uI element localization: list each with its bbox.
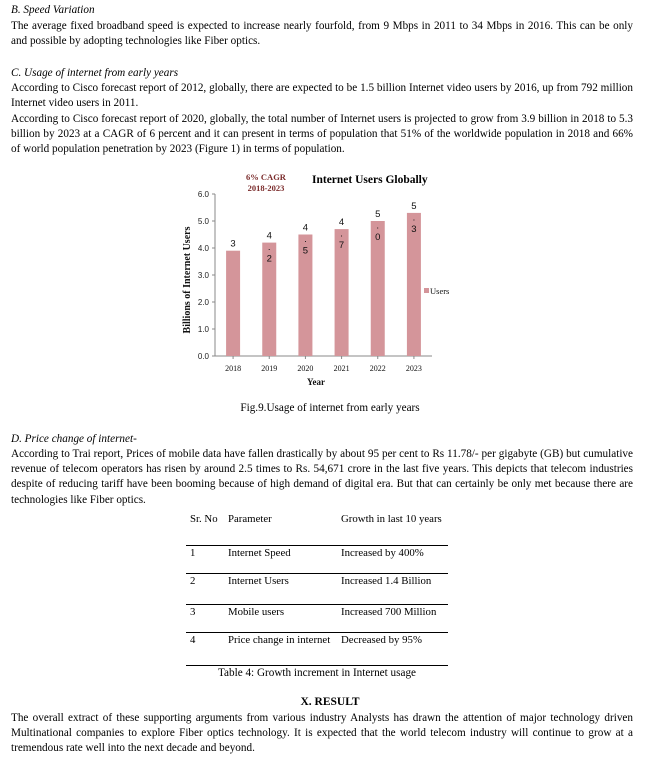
section-heading-speed: B. Speed Variation bbox=[11, 4, 95, 16]
data-label: 3 bbox=[230, 238, 236, 250]
table-cell: 2 bbox=[186, 573, 224, 604]
paragraph-usage-1: According to Cisco forecast report of 2012, globally, there are expected to be 1.5 billion Internet video users by 2016, up from 792 million Internet video users in 2011. bbox=[11, 82, 633, 110]
table-cell: Mobile users bbox=[224, 604, 337, 632]
section-heading-result: X. RESULT bbox=[300, 696, 360, 708]
x-tick-label: 2019 bbox=[261, 364, 278, 373]
table-header-cell: Growth in last 10 years bbox=[341, 513, 442, 525]
y-tick-label: 6.0 bbox=[197, 190, 209, 199]
y-tick-label: 5.0 bbox=[197, 217, 209, 226]
y-tick-label: 1.0 bbox=[197, 325, 209, 334]
table-header-cell: Sr. No bbox=[190, 513, 218, 525]
chart-svg bbox=[180, 160, 470, 387]
figure-caption: Fig.9.Usage of internet from early years bbox=[240, 402, 420, 414]
figure-chart bbox=[180, 160, 470, 387]
table-header-row bbox=[186, 512, 448, 545]
data-label: 4 . 7 bbox=[338, 217, 345, 252]
x-tick-label: 2023 bbox=[405, 364, 422, 373]
section-heading-usage: C. Usage of internet from early years bbox=[11, 67, 179, 79]
data-label: 4 . 5 bbox=[302, 222, 309, 257]
paragraph-price: According to Trai report, Prices of mobile data have fallen drastically by about 95 per cent to Rs 11.78/- per gigabyte (GB) but cumulative revenue of telecom operators has risen by around 2.5 times to Rs. 54,671 crore in the last five years. This depicts that telecom industries despite of reducing tariff have been booming because of high demand of digital era. But that can certainly be only met because there are technologies like Fiber optics. bbox=[11, 448, 633, 506]
table-cell: Increased 1.4 Billion bbox=[337, 573, 448, 604]
growth-table bbox=[186, 512, 448, 664]
x-tick-label: 2021 bbox=[333, 364, 350, 373]
table-row bbox=[186, 604, 448, 632]
bar bbox=[226, 251, 240, 356]
table-cell: Price change in internet bbox=[224, 632, 337, 664]
y-tick-label: 0.0 bbox=[197, 352, 209, 361]
table-row bbox=[186, 545, 448, 573]
paragraph-result: The overall extract of these supporting arguments from various industry Analysts has drawn the attention of major technology driven Multinational companies to explore Fiber optics technology. It is expected that the world telecom industry will continue to grow at a tremendous rate well into the next decade and beyond. bbox=[11, 712, 633, 755]
data-label: 5 . 0 bbox=[375, 209, 381, 243]
y-tick-label: 3.0 bbox=[197, 271, 209, 280]
chart-title: Internet Users Globally bbox=[312, 174, 428, 186]
table-cell: Internet Users bbox=[224, 573, 337, 604]
paragraph-speed: The average fixed broadband speed is expected to increase nearly fourfold, from 9 Mbps in 2011 to 34 Mbps in 2016. This can be only and possible by adopting technologies like Fiber optics. bbox=[11, 20, 633, 48]
table-row bbox=[186, 632, 448, 664]
legend-label: Users bbox=[430, 286, 450, 296]
y-tick-label: 2.0 bbox=[197, 298, 209, 307]
data-label: 4 . 2 bbox=[266, 230, 272, 265]
data-label: 5 . 3 bbox=[411, 200, 417, 235]
x-axis-title: Year bbox=[307, 377, 325, 387]
x-tick-label: 2020 bbox=[297, 364, 314, 373]
table-header-cell: Parameter bbox=[228, 513, 272, 525]
section-heading-price: D. Price change of internet- bbox=[11, 433, 137, 445]
table-cell: Decreased by 95% bbox=[337, 632, 448, 664]
table-cell: Increased by 400% bbox=[337, 545, 448, 573]
table-cell: 3 bbox=[186, 604, 224, 632]
x-tick-label: 2018 bbox=[225, 364, 242, 373]
paragraph-usage-2: According to Cisco forecast report of 2020, globally, the total number of Internet users is projected to grow from 3.9 billion in 2018 to 5.3 billion by 2023 at a CAGR of 6 percent and it can present in terms of population that 51% of the worldwide population in 2018 and 66% of world population penetration by 2023 (Figure 1) in terms of population. bbox=[11, 113, 633, 156]
table-cell: Increased 700 Million bbox=[337, 604, 448, 632]
cagr-note-line-1: 6% CAGR bbox=[246, 172, 286, 182]
table-row bbox=[186, 573, 448, 604]
cagr-note-line-2: 2018-2023 bbox=[247, 183, 285, 193]
table-cell: Internet Speed bbox=[224, 545, 337, 573]
legend-swatch bbox=[424, 288, 429, 293]
table-cell: 1 bbox=[186, 545, 224, 573]
x-tick-label: 2022 bbox=[369, 364, 386, 373]
table-cell: 4 bbox=[186, 632, 224, 664]
y-tick-label: 4.0 bbox=[197, 244, 209, 253]
y-axis-title: Billions of Internet Users bbox=[182, 226, 193, 334]
table-caption: Table 4: Growth increment in Internet usage bbox=[186, 665, 448, 681]
